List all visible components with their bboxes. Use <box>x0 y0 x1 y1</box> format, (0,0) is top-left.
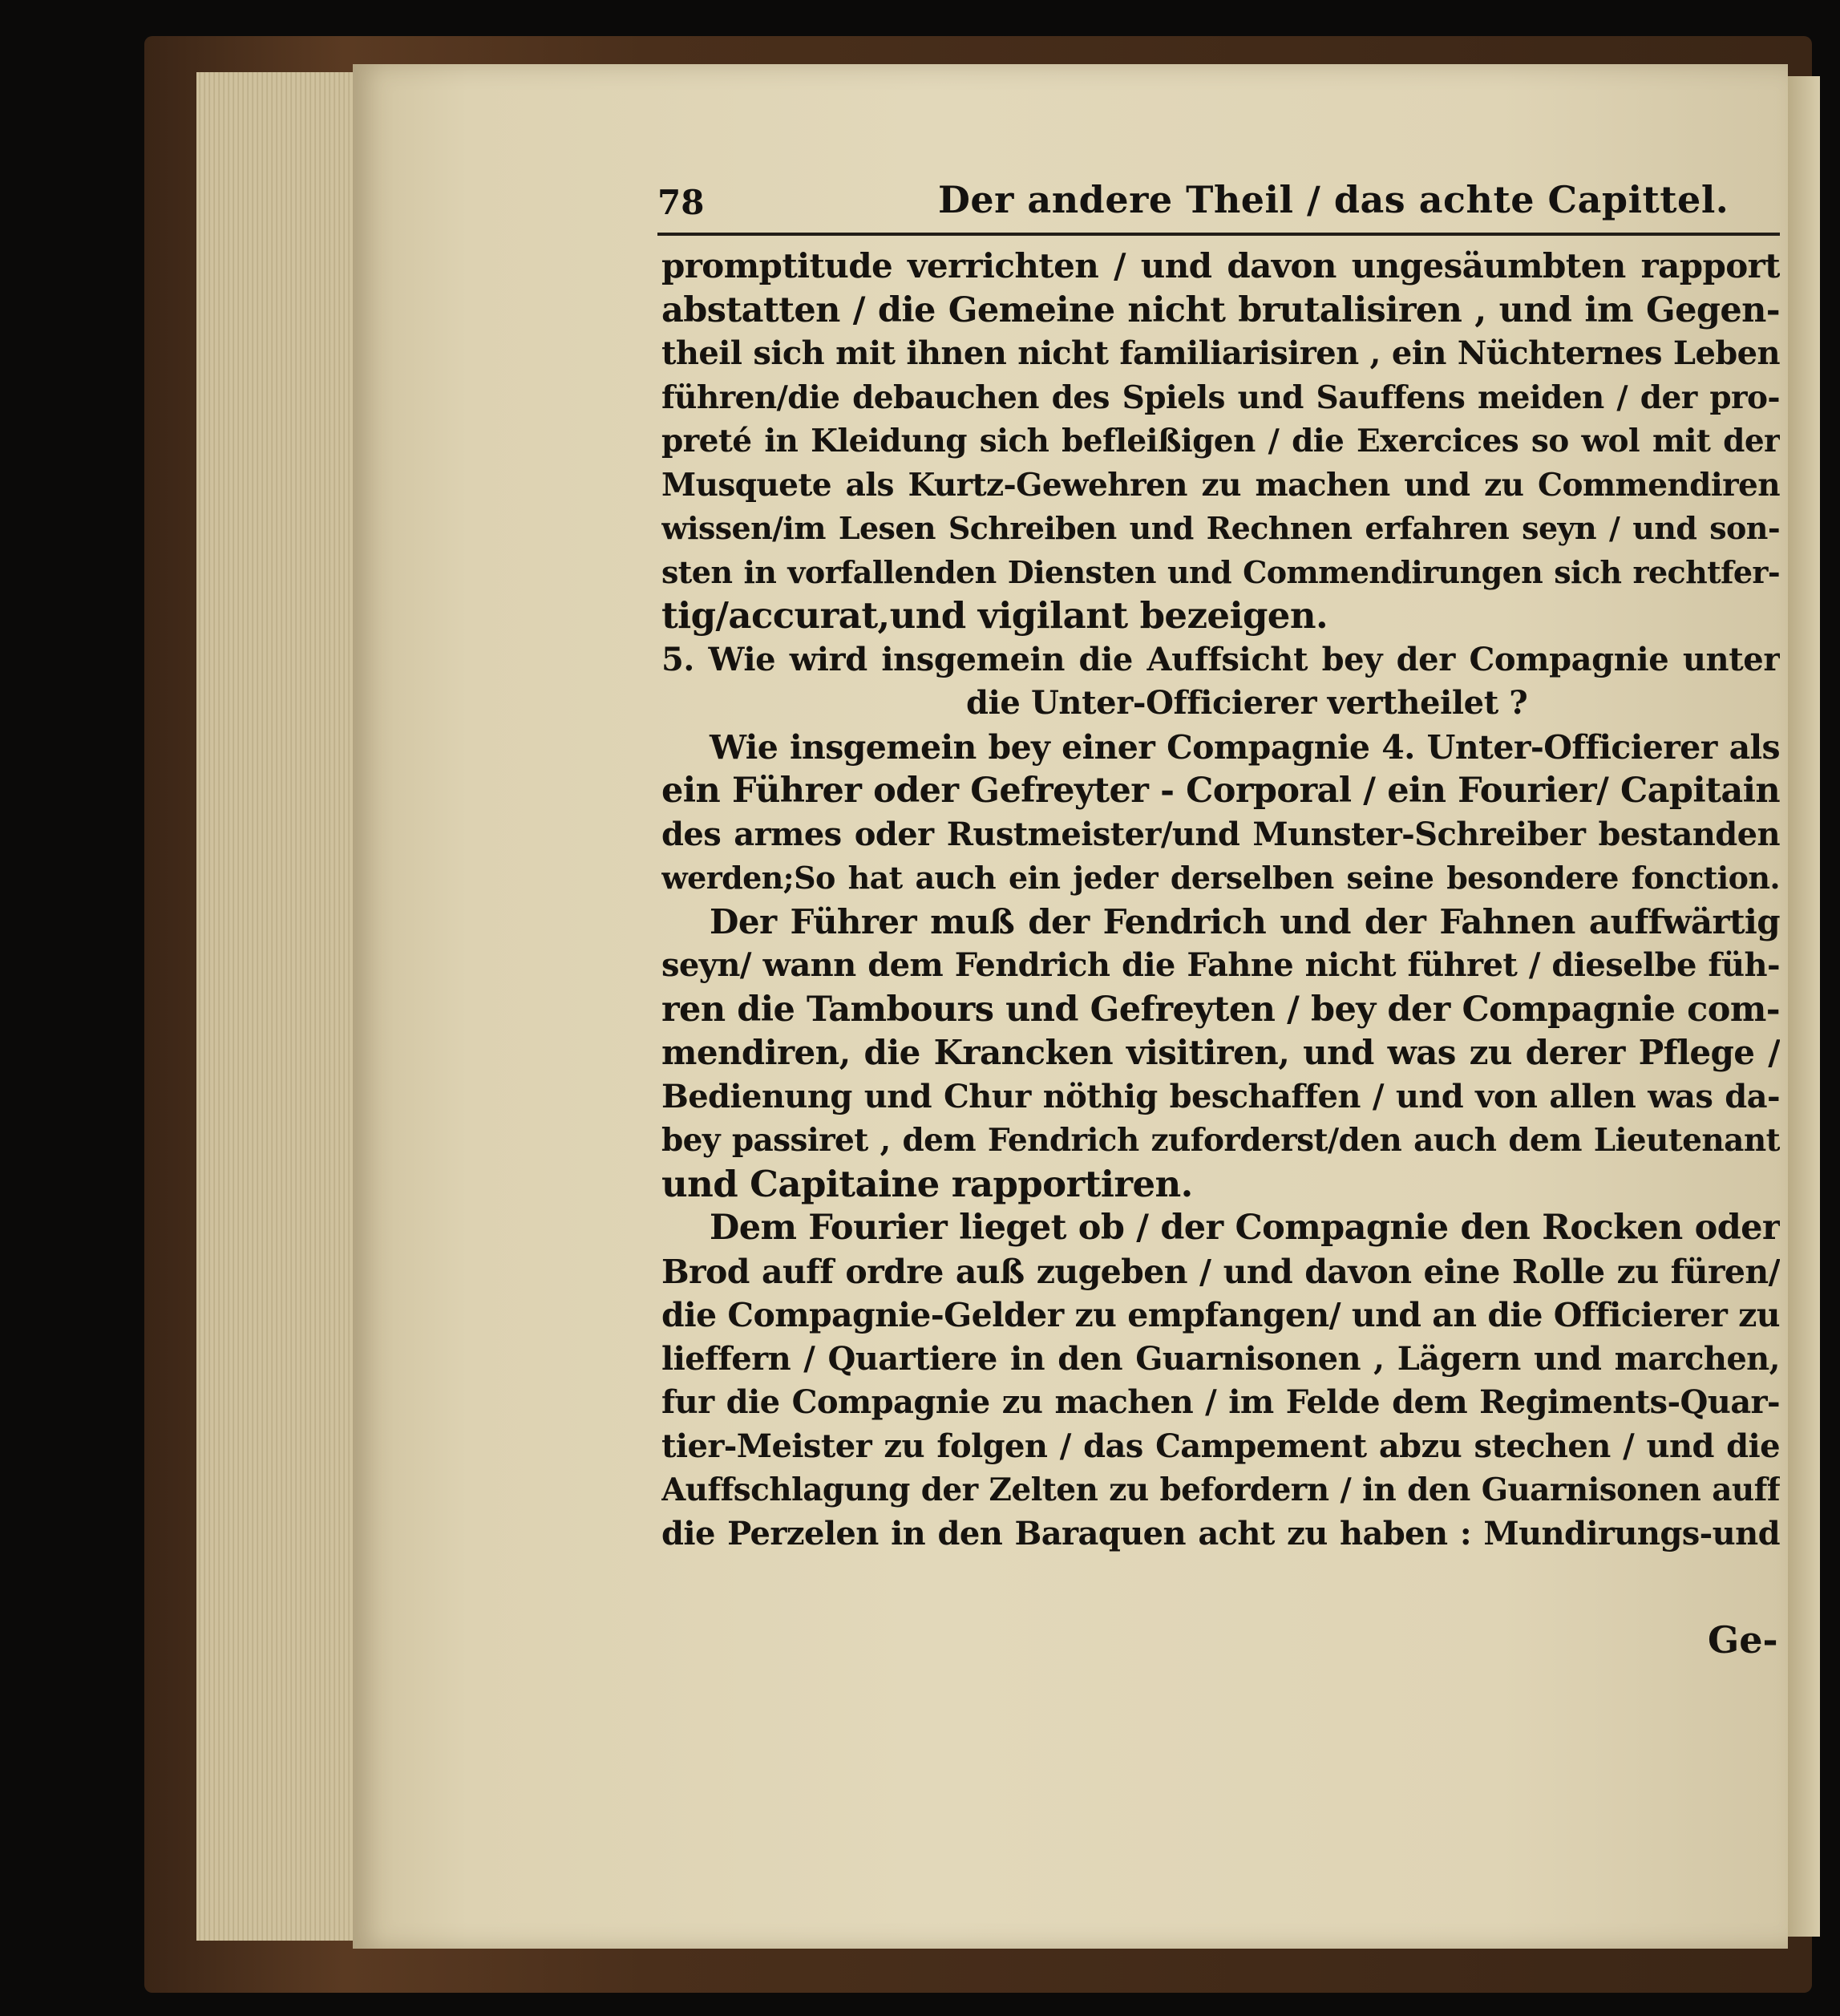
question-heading-continued: die Unter-Officierer vertheilet ? <box>966 684 1528 722</box>
text-line: sten in vorfallenden Diensten und Commendirungen sich rechtfer- <box>661 553 1780 590</box>
header-rule <box>657 233 1780 236</box>
text-line: Wie insgemein bey einer Compagnie 4. Unter-Officierer als <box>710 727 1780 767</box>
text-line: die Compagnie-Gelder zu empfangen/ und an die Officierer zu <box>661 1296 1780 1334</box>
text-line: Auffschlagung der Zelten zu befordern / in den Guarnisonen auff <box>661 1472 1780 1508</box>
text-line: wissen/im Lesen Schreiben und Rechnen erfahren seyn / und son- <box>661 510 1780 546</box>
running-title: Der andere Theil / das achte Capittel. <box>938 178 1729 221</box>
text-line: ren die Tambours und Gefreyten / bey der Compagnie com- <box>661 989 1780 1030</box>
text-line: abstatten / die Gemeine nicht brutalisiren , und im Gegen- <box>661 289 1780 330</box>
text-line: preté in Kleidung sich befleißigen / die Exercices so wol mit der <box>661 423 1780 459</box>
text-line: des armes oder Rustmeister/und Munster-Schreiber bestanden <box>661 815 1780 853</box>
text-line: werden;So hat auch ein jeder derselben seine besondere fonction. <box>661 860 1780 896</box>
text-line: ein Führer oder Gefreyter - Corporal / ein Fourier/ Capitain <box>661 771 1780 811</box>
text-line: bey passiret , dem Fendrich zuforderst/den auch dem Lieutenant <box>661 1122 1780 1159</box>
text-line: Bedienung und Chur nöthig beschaffen / und von allen was da- <box>661 1077 1780 1115</box>
text-line: und Capitaine rapportiren. <box>661 1162 1193 1205</box>
text-line: die Perzelen in den Baraquen acht zu haben : Mundirungs-und <box>661 1514 1780 1552</box>
text-line: promptitude verrichten / und davon ungesäumbten rapport <box>661 246 1780 285</box>
text-line: lieffern / Quartiere in den Guarnisonen , Lägern und marchen, <box>661 1339 1780 1378</box>
text-line: tig/accurat,und vigilant bezeigen. <box>661 594 1328 637</box>
text-line: seyn/ wann dem Fendrich die Fahne nicht führet / dieselbe füh- <box>661 946 1780 984</box>
page-edges <box>196 72 373 1941</box>
text-line: Dem Fourier lieget ob / der Compagnie den Rocken oder <box>710 1208 1780 1248</box>
facing-page-edge <box>1788 76 1820 1937</box>
question-heading: 5. Wie wird insgemein die Auffsicht bey der Compagnie unter <box>661 640 1780 678</box>
text-line: Der Führer muß der Fendrich und der Fahnen auffwärtig <box>710 901 1780 941</box>
text-line: theil sich mit ihnen nicht familiarisiren , ein Nüchternes Leben <box>661 334 1780 372</box>
text-line: tier-Meister zu folgen / das Campement abzu stechen / und die <box>661 1427 1780 1465</box>
text-line: mendiren, die Krancken visitiren, und was zu derer Pflege / <box>661 1033 1780 1072</box>
catchword: Ge- <box>1708 1618 1778 1662</box>
body-text <box>661 245 1780 1556</box>
text-line: führen/die debauchen des Spiels und Sauffens meiden / der pro- <box>661 379 1780 416</box>
text-line: Brod auff ordre auß zugeben / und davon eine Rolle zu füren/ <box>661 1252 1780 1291</box>
page-number: 78 <box>657 183 705 222</box>
text-line: Musquete als Kurtz-Gewehren zu machen und zu Commendiren <box>661 466 1780 504</box>
text-line: fur die Compagnie zu machen / im Felde dem Regiments-Quar- <box>661 1383 1780 1421</box>
